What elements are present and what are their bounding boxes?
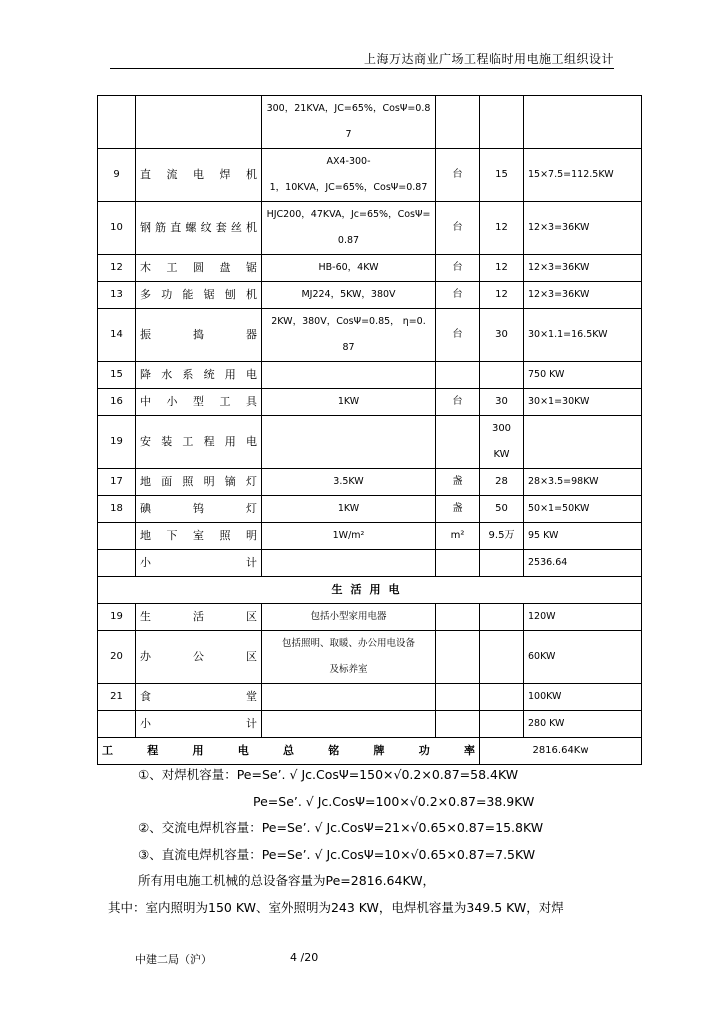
row-number [98, 684, 136, 711]
table-row [98, 604, 642, 631]
unit [436, 469, 480, 496]
unit-line: 台 [452, 169, 463, 180]
formula-line: ②、交流电焊机容量：Pe=Se’. √ Jc.CosΨ=21×√0.65×0.87=15.8KW [138, 820, 544, 835]
unit [436, 96, 480, 149]
quantity-line: 9.5万 [488, 530, 515, 541]
equipment-spec-line: 及标养室 [329, 664, 368, 675]
unit-line: 台 [452, 329, 463, 340]
quantity [480, 202, 524, 255]
power [524, 604, 642, 631]
equipment-spec [262, 416, 436, 469]
power-line: 280 KW [528, 718, 565, 729]
equipment-name [136, 496, 262, 523]
power [524, 631, 642, 684]
equipment-spec-line: HJC200，47KVA，Jc=65%，CosΨ= [266, 209, 431, 220]
power [524, 96, 642, 149]
quantity [480, 496, 524, 523]
equipment-name [136, 604, 262, 631]
quantity-line: 300 [491, 423, 512, 434]
equipment-spec [262, 631, 436, 684]
table-row [98, 711, 642, 738]
quantity-line: KW [493, 449, 510, 460]
equipment-name-line: 木工圆盘锯 [140, 261, 257, 274]
equipment-spec [262, 149, 436, 202]
power [524, 149, 642, 202]
row-number-line: 17 [110, 476, 123, 487]
quantity [480, 604, 524, 631]
equipment-spec-line: 1，10KVA，JC=65%，CosΨ=0.87 [269, 182, 428, 193]
equipment-name-line: 碘钨灯 [140, 502, 257, 515]
power [524, 389, 642, 416]
power-line: 120W [528, 611, 556, 622]
equipment-name [136, 631, 262, 684]
power [524, 282, 642, 309]
equipment-spec [262, 550, 436, 577]
unit [436, 496, 480, 523]
formula-line: ①、对焊机容量：Pe=Se’. √ Jc.CosΨ=150×√0.2×0.87=58.4KW [138, 767, 519, 782]
total-label: 工程用电总铭牌功率 [98, 738, 480, 765]
equipment-spec-line: MJ224，5KW，380V [301, 289, 396, 300]
quantity-line: 30 [495, 396, 508, 407]
quantity [480, 711, 524, 738]
row-number [98, 255, 136, 282]
formula-line: 所有用电施工机械的总设备容量为Pe=2816.64KW， [138, 873, 436, 888]
equipment-name [136, 282, 262, 309]
quantity [480, 96, 524, 149]
row-number-line: 10 [110, 222, 123, 233]
power-line: 30×1=30KW [528, 396, 590, 407]
equipment-spec-line: 包括照明、取暖、办公用电设备 [281, 638, 415, 649]
equipment-name-line: 中小型工具 [140, 395, 257, 408]
quantity [480, 362, 524, 389]
equipment-spec-line: 3.5KW [333, 476, 364, 487]
equipment-spec-line: 300，21KVA，JC=65%，CosΨ=0.8 [266, 103, 431, 114]
quantity-line: 12 [495, 222, 508, 233]
row-number [98, 416, 136, 469]
power [524, 362, 642, 389]
equipment-name [136, 684, 262, 711]
formula-line: ③、直流电焊机容量：Pe=Se’. √ Jc.CosΨ=10×√0.65×0.87=7.5KW [138, 846, 536, 862]
unit [436, 684, 480, 711]
row-number [98, 282, 136, 309]
power-line: 95 KW [528, 530, 559, 541]
unit-line: 台 [452, 289, 463, 300]
quantity [480, 469, 524, 496]
unit [436, 282, 480, 309]
equipment-spec [262, 202, 436, 255]
power [524, 255, 642, 282]
power-line: 15×7.5=112.5KW [528, 169, 614, 180]
unit-line: 盏 [452, 476, 463, 487]
unit [436, 523, 480, 550]
equipment-name [136, 255, 262, 282]
unit-line: 盏 [452, 503, 463, 514]
quantity-line: 28 [495, 476, 508, 487]
unit-line: m² [450, 530, 465, 541]
unit [436, 309, 480, 362]
row-number [98, 496, 136, 523]
equipment-name-line: 小计 [140, 556, 257, 569]
unit [436, 255, 480, 282]
power-line: 60KW [528, 651, 556, 662]
equipment-name-line: 办公区 [140, 650, 257, 663]
quantity-line: 50 [495, 503, 508, 514]
unit-line: 台 [452, 262, 463, 273]
row-number-line: 19 [110, 611, 123, 622]
quantity [480, 389, 524, 416]
table-row [98, 309, 642, 362]
power-line: 12×3=36KW [528, 262, 590, 273]
equipment-spec [262, 255, 436, 282]
total-value: 2816.64Kw [480, 738, 642, 765]
equipment-name-line: 振捣器 [140, 328, 257, 341]
footer-company: 中建二局（沪） [135, 953, 212, 966]
equipment-name-line: 多功能锯刨机 [140, 288, 257, 301]
row-number [98, 96, 136, 149]
unit [436, 631, 480, 684]
table-row [98, 202, 642, 255]
equipment-name-line: 直流电焊机 [140, 168, 257, 181]
quantity-line: 15 [495, 169, 508, 180]
equipment-name-line: 地面照明镝灯 [140, 475, 257, 488]
power-line: 100KW [528, 691, 562, 702]
equipment-name [136, 202, 262, 255]
power [524, 550, 642, 577]
equipment-power-table [97, 95, 642, 765]
row-number [98, 631, 136, 684]
equipment-name [136, 550, 262, 577]
table-row [98, 389, 642, 416]
table-row [98, 96, 642, 149]
power-line: 50×1=50KW [528, 503, 590, 514]
row-number-line: 15 [110, 369, 123, 380]
power [524, 202, 642, 255]
table-row [98, 550, 642, 577]
section-row [98, 577, 642, 604]
row-number [98, 202, 136, 255]
power-line: 2536.64 [528, 557, 568, 568]
quantity [480, 282, 524, 309]
formula-line: Pe=Se’. √ Jc.CosΨ=100×√0.2×0.87=38.9KW [253, 793, 535, 809]
row-number-line: 16 [110, 396, 123, 407]
power [524, 496, 642, 523]
row-number [98, 469, 136, 496]
section-title: 生活用电 [98, 577, 642, 604]
row-number [98, 604, 136, 631]
equipment-name [136, 309, 262, 362]
quantity [480, 416, 524, 469]
row-number [98, 389, 136, 416]
unit [436, 604, 480, 631]
unit [436, 550, 480, 577]
table-row [98, 469, 642, 496]
unit [436, 202, 480, 255]
formula-line: 其中：室内照明为150 KW、室外照明为243 KW，电焊机容量为349.5 KW，对焊 [108, 899, 564, 915]
unit [436, 416, 480, 469]
equipment-spec-line: 2KW，380V，CosΨ=0.85， η=0. [271, 316, 426, 327]
row-number [98, 149, 136, 202]
quantity [480, 631, 524, 684]
equipment-spec-line: 1KW [337, 396, 360, 407]
equipment-spec [262, 362, 436, 389]
equipment-name-line: 钢筋直螺纹套丝机 [140, 221, 257, 234]
power [524, 684, 642, 711]
row-number-line: 20 [110, 651, 123, 662]
power-line: 750 KW [528, 369, 565, 380]
power [524, 523, 642, 550]
quantity-line: 12 [495, 289, 508, 300]
table-row [98, 362, 642, 389]
equipment-spec-line: 包括小型家用电器 [310, 611, 387, 622]
equipment-spec-line: HB-60，4KW [318, 262, 379, 273]
table-row [98, 416, 642, 469]
unit [436, 389, 480, 416]
row-number [98, 711, 136, 738]
equipment-name [136, 711, 262, 738]
document-header-title: 上海万达商业广场工程临时用电施工组织设计 [363, 52, 614, 66]
table-row [98, 282, 642, 309]
equipment-spec [262, 684, 436, 711]
equipment-name [136, 469, 262, 496]
equipment-spec-line: 1KW [337, 503, 360, 514]
equipment-spec-line: 87 [342, 342, 355, 353]
row-number [98, 523, 136, 550]
row-number-line: 14 [110, 329, 123, 340]
equipment-spec [262, 496, 436, 523]
power [524, 469, 642, 496]
equipment-name [136, 389, 262, 416]
table-row [98, 523, 642, 550]
table-row [98, 496, 642, 523]
equipment-spec [262, 309, 436, 362]
equipment-spec [262, 469, 436, 496]
equipment-name [136, 523, 262, 550]
unit [436, 149, 480, 202]
row-number [98, 309, 136, 362]
row-number-line: 18 [110, 503, 123, 514]
row-number-line: 13 [110, 289, 123, 300]
power-line: 28×3.5=98KW [528, 476, 599, 487]
table-row [98, 149, 642, 202]
table-row [98, 631, 642, 684]
equipment-spec [262, 282, 436, 309]
equipment-name-line: 地下室照明 [140, 529, 257, 542]
quantity [480, 149, 524, 202]
total-row [98, 738, 642, 765]
row-number-line: 9 [113, 169, 120, 180]
quantity [480, 309, 524, 362]
equipment-name-line: 生活区 [140, 610, 257, 623]
equipment-spec [262, 389, 436, 416]
capacity-formulas [108, 762, 648, 921]
unit-line: 台 [452, 396, 463, 407]
row-number-line: 21 [110, 691, 123, 702]
row-number-line: 12 [110, 262, 123, 273]
row-number [98, 550, 136, 577]
equipment-spec [262, 604, 436, 631]
equipment-name-line: 小计 [140, 717, 257, 730]
power [524, 309, 642, 362]
table-row [98, 684, 642, 711]
equipment-name-line: 降水系统用电 [140, 368, 257, 381]
unit [436, 711, 480, 738]
power [524, 711, 642, 738]
equipment-spec-line: 0.87 [337, 235, 360, 246]
equipment-spec-line: 1W/m² [332, 530, 365, 541]
equipment-name-line: 食堂 [140, 690, 257, 703]
equipment-name [136, 149, 262, 202]
equipment-name-line: 安装工程用电 [140, 435, 257, 448]
equipment-spec-line: AX4-300- [326, 156, 371, 167]
power-line: 12×3=36KW [528, 289, 590, 300]
unit [436, 362, 480, 389]
quantity [480, 255, 524, 282]
row-number [98, 362, 136, 389]
equipment-name [136, 96, 262, 149]
equipment-name [136, 362, 262, 389]
table-row [98, 255, 642, 282]
footer-page-number: 4 /20 [290, 951, 319, 964]
quantity [480, 550, 524, 577]
unit-line: 台 [452, 222, 463, 233]
power [524, 416, 642, 469]
quantity-line: 30 [495, 329, 508, 340]
equipment-name [136, 416, 262, 469]
equipment-spec-line: 7 [345, 129, 352, 140]
quantity [480, 684, 524, 711]
power-line: 30×1.1=16.5KW [528, 329, 608, 340]
quantity [480, 523, 524, 550]
power-line: 12×3=36KW [528, 222, 590, 233]
equipment-spec [262, 711, 436, 738]
row-number-line: 19 [110, 436, 123, 447]
header-divider [110, 68, 614, 69]
equipment-spec [262, 96, 436, 149]
quantity-line: 12 [495, 262, 508, 273]
equipment-spec [262, 523, 436, 550]
